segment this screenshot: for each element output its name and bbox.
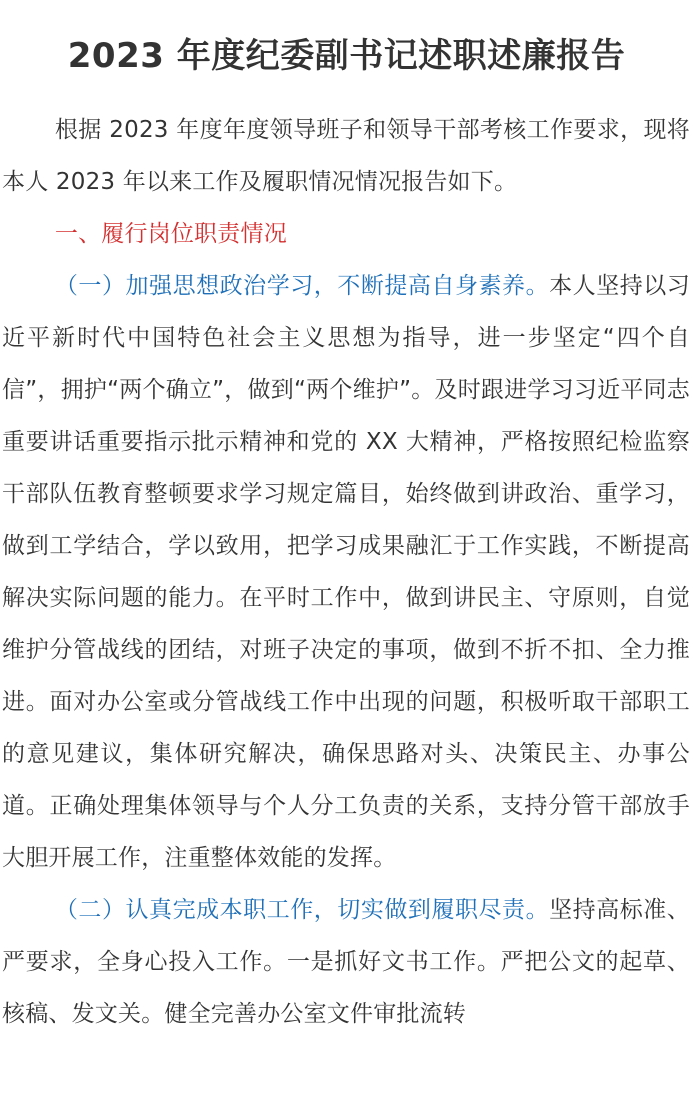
subsection-text-2: 坚持高标准、严要求，全身心投入工作。一是抓好文书工作。严把公文的起草、核稿、发文关。健全完善办公室文件审批流转 — [2, 897, 690, 1027]
document-title: 2023 年度纪委副书记述职述廉报告 — [67, 36, 626, 76]
intro-paragraph: 根据 2023 年度年度领导班子和领导干部考核工作要求，现将本人 2023 年以来工作及履职情况情况报告如下。 — [2, 117, 690, 195]
document-body — [2, 104, 690, 1040]
subsection-paragraph-2 — [2, 884, 690, 1040]
section-heading-1-text: 一、履行岗位职责情况 — [54, 221, 287, 247]
section-heading-1 — [2, 208, 690, 260]
subsection-heading-2: （二）认真完成本职工作，切实做到履职尽责。 — [54, 897, 550, 923]
subsection-text-1: 本人坚持以习近平新时代中国特色社会主义思想为指导，进一步坚定“四个自信”，拥护“两个确立”，做到“两个维护”。及时跟进学习习近平同志重要讲话重要指示批示精神和党的 XX 大精神，严格按照纪检监察干部队伍教育整顿要求学习规定篇目，始终做到讲政治、重学习，做到工学结合，学以致用，把学习成果融汇于工作实践，不断提高解决实际问题的能力。在平时工作中，做到讲民主、守原则，自觉维护分管战线的团结，对班子决定的事项，做到不折不扣、全力推进。面对办公室或分管战线工作中出现的问题，积极听取干部职工的意见建议，集体研究解决，确保思路对头、决策民主、办事公道。正确处理集体领导与个人分工负责的关系，支持分管干部放手大胆开展工作，注重整体效能的发挥。 — [2, 273, 690, 871]
subsection-paragraph-1 — [2, 260, 690, 884]
subsection-heading-1: （一）加强思想政治学习，不断提高自身素养。 — [54, 273, 550, 299]
